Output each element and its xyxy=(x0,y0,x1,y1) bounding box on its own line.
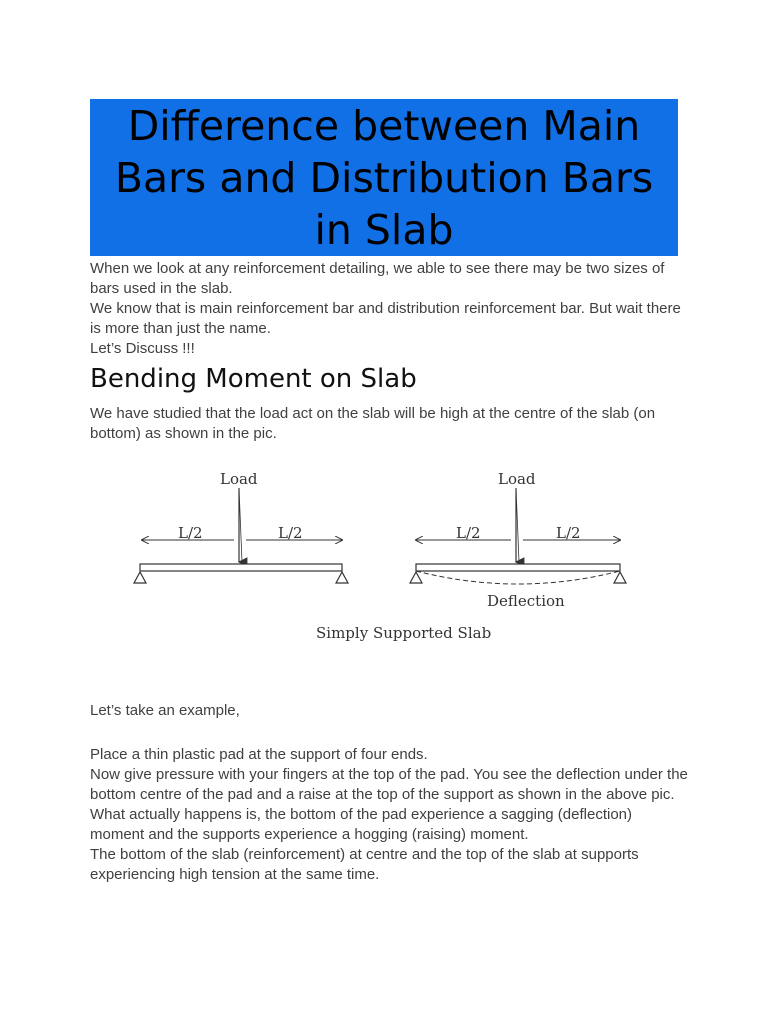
intro-line-1: When we look at any reinforcement detailing, we able to see there may be two sizes of bars used in the slab. xyxy=(90,260,665,297)
beam-right xyxy=(416,564,620,571)
right-beam-diagram xyxy=(410,470,626,610)
page-title: Difference between Main Bars and Distribution Bars in Slab xyxy=(114,101,654,254)
example-intro-text: Let’s take an example, xyxy=(90,702,240,719)
support-left-b xyxy=(336,572,348,583)
deflection-label: Deflection xyxy=(487,592,565,610)
example-line-4: The bottom of the slab (reinforcement) at centre and the top of the slab at supports experiencing high tension at the same time. xyxy=(90,846,639,883)
half-span-label-right-a: L/2 xyxy=(456,524,481,542)
load-label-right: Load xyxy=(498,470,536,488)
support-right-b xyxy=(614,572,626,583)
section-heading: Bending Moment on Slab xyxy=(90,364,417,394)
intro-line-2: We know that is main reinforcement bar and distribution reinforcement bar. But wait there is more than just the name. xyxy=(90,300,681,337)
beam-left xyxy=(140,564,342,571)
intro-line-3: Let’s Discuss !!! xyxy=(90,340,195,357)
intro-paragraph xyxy=(90,259,690,359)
example-line-3: What actually happens is, the bottom of the pad experience a sagging (deflection) moment and the supports experience a hogging (raising) moment. xyxy=(90,806,632,843)
deflection-curve xyxy=(416,571,620,584)
figure-caption: Simply Supported Slab xyxy=(316,624,492,642)
half-span-label-right-b: L/2 xyxy=(556,524,581,542)
support-right-a xyxy=(410,572,422,583)
load-label-left: Load xyxy=(220,470,258,488)
example-paragraph xyxy=(90,745,690,885)
example-line-2: Now give pressure with your fingers at the top of the pad. You see the deflection under the bottom centre of the pad and a raise at the top of the support as shown in the above pic. xyxy=(90,766,688,803)
left-beam-diagram xyxy=(134,470,348,583)
support-left-a xyxy=(134,572,146,583)
example-intro xyxy=(90,701,690,721)
section-text: We have studied that the load act on the slab will be high at the centre of the slab (on bottom) as shown in the pic. xyxy=(90,405,656,442)
slab-diagram xyxy=(120,462,640,662)
title-banner xyxy=(90,99,678,256)
section-paragraph xyxy=(90,404,690,444)
example-line-1: Place a thin plastic pad at the support of four ends. xyxy=(90,746,428,763)
half-span-label-left-a: L/2 xyxy=(178,524,203,542)
slab-figure xyxy=(120,462,640,662)
half-span-label-left-b: L/2 xyxy=(278,524,303,542)
